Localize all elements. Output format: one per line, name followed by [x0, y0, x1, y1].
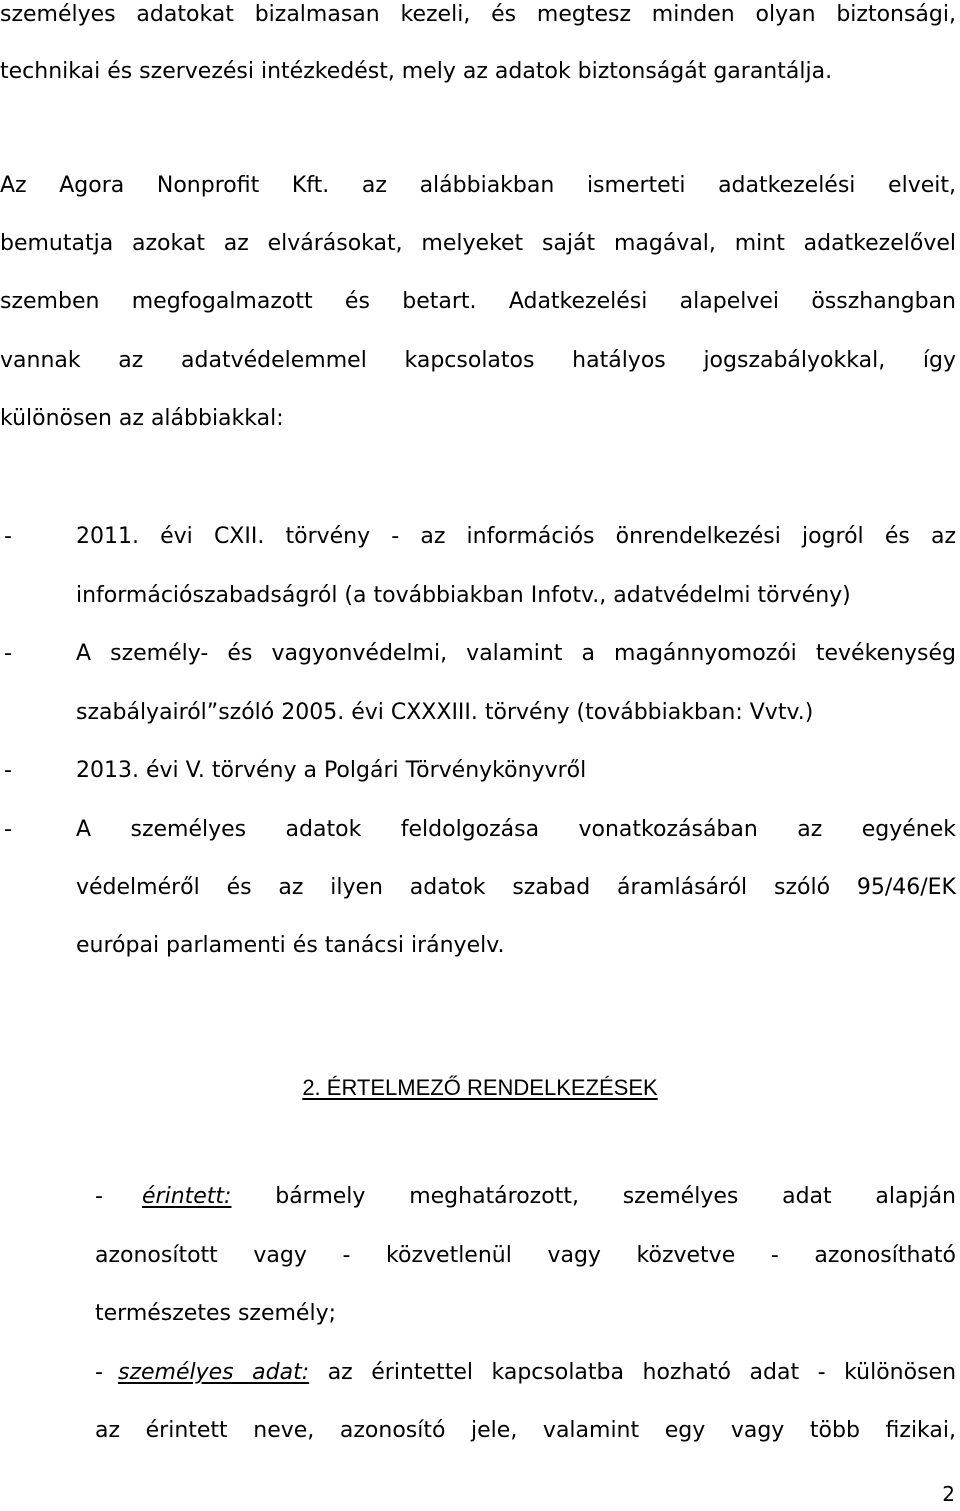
- definition-line: az érintett neve, azonosító jele, valamint egy vagy több fizikai,: [95, 1418, 956, 1443]
- definition-line: azonosított vagy - közvetlenül vagy közvetve - azonosítható: [95, 1243, 956, 1268]
- definition-bullet: -: [95, 1184, 103, 1209]
- definition-line: természetes személy;: [95, 1301, 337, 1326]
- list-item-line: szabályairól”szóló 2005. évi CXXXIII. törvény (továbbiakban: Vvtv.): [76, 700, 814, 725]
- list-bullet: -: [4, 817, 12, 842]
- paragraph-line: szemben megfogalmazott és betart. Adatkezelési alapelvei összhangban: [0, 289, 956, 314]
- page-number: 2: [942, 1482, 955, 1506]
- list-item-line: A személy- és vagyonvédelmi, valamint a magánnyomozói tevékenység: [76, 641, 956, 666]
- list-bullet: -: [4, 524, 12, 549]
- definition-bullet: -: [95, 1360, 103, 1385]
- list-item-line: információszabadságról (a továbbiakban Infotv., adatvédelmi törvény): [76, 583, 851, 608]
- definition-term: személyes adat:: [118, 1360, 310, 1385]
- paragraph-line: technikai és szervezési intézkedést, mely az adatok biztonságát garantálja.: [0, 59, 833, 84]
- list-bullet: -: [4, 641, 12, 666]
- paragraph-line: Az Agora Nonprofit Kft. az alábbiakban ismerteti adatkezelési elveit,: [0, 173, 956, 198]
- section-heading: 2. ÉRTELMEZŐ RENDELKEZÉSEK: [302, 1075, 658, 1100]
- list-item-line: A személyes adatok feldolgozása vonatkozásában az egyének: [76, 817, 956, 842]
- list-bullet: -: [4, 758, 12, 783]
- paragraph-line: bemutatja azokat az elvárásokat, melyeket saját magával, mint adatkezelővel: [0, 231, 956, 256]
- list-item-line: európai parlamenti és tanácsi irányelv.: [76, 933, 505, 958]
- definition-line: [142, 1182, 956, 1212]
- list-item-line: 2013. évi V. törvény a Polgári Törvénykönyvről: [76, 758, 587, 783]
- definition-line: [118, 1358, 956, 1388]
- list-item-line: védelméről és az ilyen adatok szabad áramlásáról szóló 95/46/EK: [76, 875, 956, 900]
- paragraph-line: személyes adatokat bizalmasan kezeli, és megtesz minden olyan biztonsági,: [0, 2, 956, 27]
- paragraph-line: vannak az adatvédelemmel kapcsolatos hatályos jogszabályokkal, így: [0, 348, 956, 373]
- definition-text: bármely meghatározott, személyes adat alapján: [275, 1184, 956, 1209]
- list-item-line: 2011. évi CXII. törvény - az információs önrendelkezési jogról és az: [76, 524, 956, 549]
- definition-term: érintett:: [142, 1184, 232, 1209]
- paragraph-line: különösen az alábbiakkal:: [0, 406, 284, 431]
- definition-text: az érintettel kapcsolatba hozható adat - különösen: [327, 1360, 957, 1385]
